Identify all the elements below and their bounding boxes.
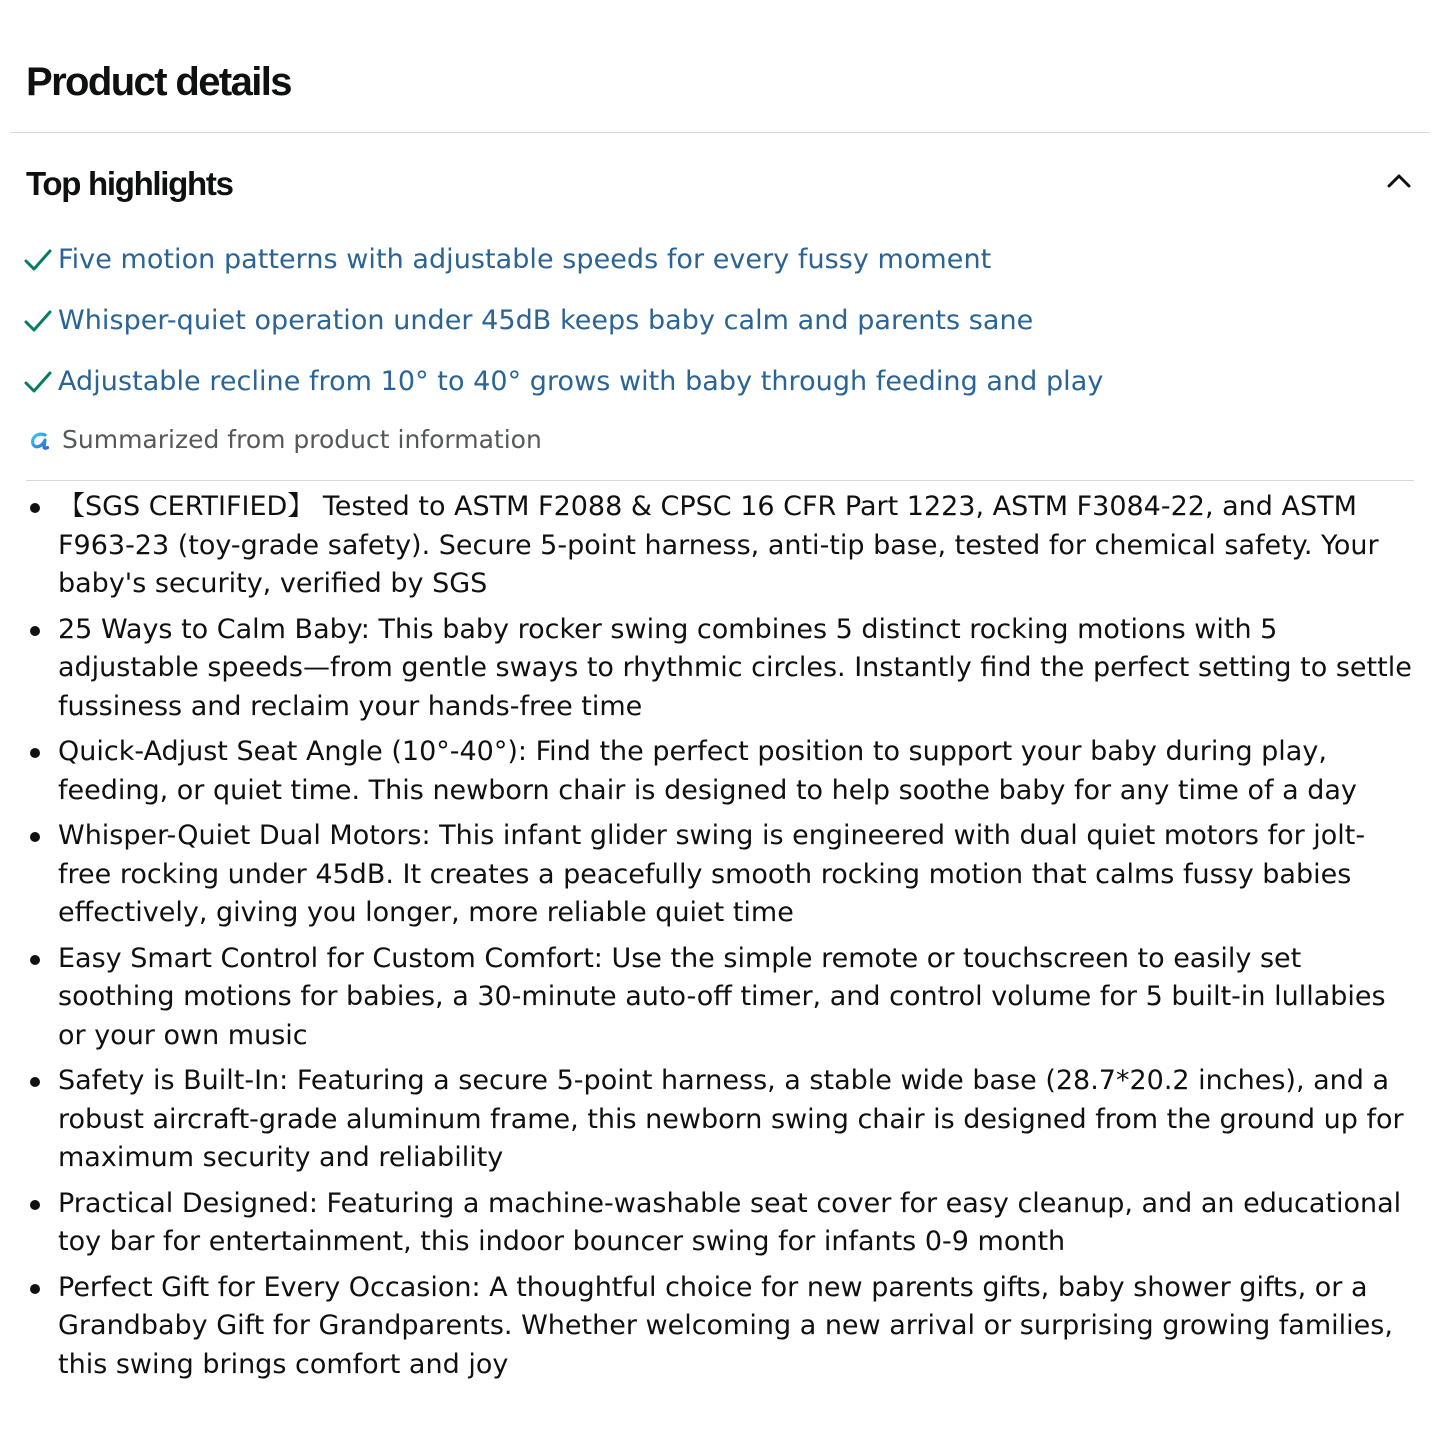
bullet-dot (30, 748, 40, 758)
feature-bullet-text: Safety is Built-In: Featuring a secure 5-point harness, a stable wide base (28.7*20.2 inches), and a robust aircraft-grade aluminum frame, this newborn swing chair is designed from the ground up for maximum security and reliability (58, 1065, 1404, 1173)
highlight-item (24, 299, 1103, 343)
feature-bullet-text: Perfect Gift for Every Occasion: A thoughtful choice for new parents gifts, baby shower gifts, or a Grandbaby Gift for Grandparents. Whether welcoming a new arrival or surprising growing families, this swing brings comfort and joy (58, 1271, 1393, 1380)
collapse-button[interactable] (1382, 164, 1416, 198)
feature-bullet-text: 25 Ways to Calm Baby: This baby rocker swing combines 5 distinct rocking motions with 5 adjustable speeds—from gentle sways to rhythmic circles. Instantly find the perfect setting to settle fussiness and reclaim your hands-free time (58, 613, 1412, 722)
bullet-dot (30, 503, 40, 513)
page-title: Product details (26, 60, 291, 104)
highlight-item (24, 238, 1103, 282)
feature-bullets-list (26, 488, 1418, 1391)
feature-bullet (26, 1269, 1418, 1385)
ai-summary-note (28, 420, 542, 460)
bullet-dot (30, 1077, 40, 1087)
summary-text: Summarized from product information (62, 425, 542, 454)
bullet-dot (30, 955, 40, 965)
bullet-dot (30, 1200, 40, 1210)
top-highlights-title: Top highlights (26, 165, 233, 202)
feature-bullet (26, 1185, 1418, 1262)
feature-bullet-text: Practical Designed: Featuring a machine-washable seat cover for easy cleanup, and an educational toy bar for entertainment, this indoor bouncer swing for infants 0-9 month (58, 1187, 1402, 1257)
bullet-dot (30, 1284, 40, 1294)
chevron-up-icon (1382, 164, 1416, 198)
feature-bullet-text: 【SGS CERTIFIED】 Tested to ASTM F2088 & CPSC 16 CFR Part 1223, ASTM F3084-22, and ASTM F963-23 (toy-grade safety). Secure 5-point harness, anti-tip base, tested for chemical safety. Your baby's security, verified by SGS (58, 491, 1379, 599)
bullet-dot (30, 832, 40, 842)
feature-bullet (26, 817, 1418, 933)
feature-bullet-text: Easy Smart Control for Custom Comfort: Use the simple remote or touchscreen to easily set soothing motions for babies, a 30-minute auto-off timer, and control volume for 5 built-in lullabies or your own music (58, 942, 1386, 1051)
feature-bullet (26, 611, 1418, 727)
highlight-text: Adjustable recline from 10° to 40° grows with baby through feeding and play (58, 366, 1104, 397)
highlight-text: Whisper-quiet operation under 45dB keeps baby calm and parents sane (58, 305, 1034, 336)
bullet-dot (30, 626, 40, 636)
feature-bullet (26, 733, 1418, 810)
check-icon (24, 247, 52, 273)
feature-bullet-text: Quick-Adjust Seat Angle (10°-40°): Find the perfect position to support your baby during play, feeding, or quiet time. This newborn chair is designed to help soothe baby for any time of a day (58, 736, 1357, 806)
ai-summary-icon (28, 428, 52, 452)
top-highlights-list (24, 238, 1103, 421)
section-divider (10, 132, 1430, 133)
check-icon (24, 308, 52, 334)
feature-bullet (26, 1062, 1418, 1178)
highlight-text: Five motion patterns with adjustable speeds for every fussy moment (58, 244, 992, 275)
highlight-item (24, 360, 1103, 404)
top-highlights-header[interactable] (26, 162, 1416, 206)
highlights-divider (26, 480, 1414, 481)
check-icon (24, 369, 52, 395)
feature-bullet (26, 940, 1418, 1056)
feature-bullet (26, 488, 1418, 604)
feature-bullet-text: Whisper-Quiet Dual Motors: This infant glider swing is engineered with dual quiet motors for jolt-free rocking under 45dB. It creates a peacefully smooth rocking motion that calms fussy babies effectively, giving you longer, more reliable quiet time (58, 820, 1366, 928)
